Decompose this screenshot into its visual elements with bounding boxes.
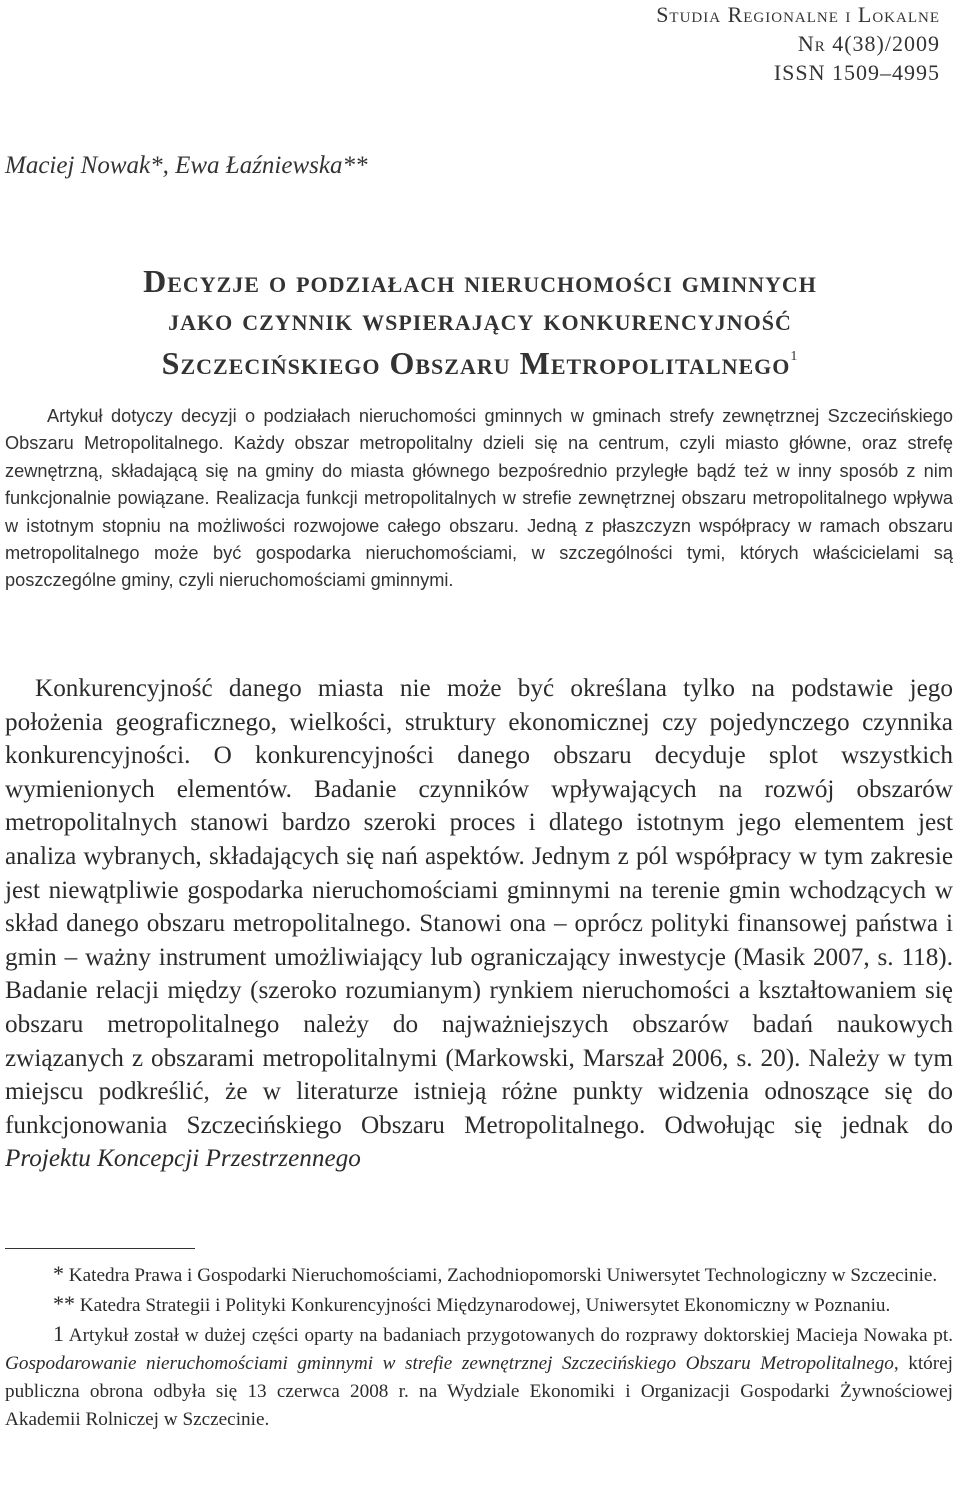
footnote-mark: 1 [53, 1321, 64, 1346]
footnote-affiliation-1 [5, 1260, 953, 1290]
title-footnote-ref: 1 [790, 349, 799, 364]
article-abstract: Artykuł dotyczy decyzji o podziałach nieruchomości gminnych w gminach strefy zewnętrznej Szczecińskiego Obszaru Metropolitalnego. Każdy obszar metropolitalny dzieli się na centrum, czyli miasto główne, oraz strefę zewnętrzną, składającą się na gminy do miasta głównego bezpośrednio przyległe bądź też w inny sposób z nim funkcjonalnie powiązane. Realizacja funkcji metropolitalnych w strefie zewnętrznej obszaru metropolitalnego wpływa w istotnym stopniu na możliwości rozwojowe całego obszaru. Jedną z płaszczyzn współpracy w ramach obszaru metropolitalnego może być gospodarka nieruchomościami, w szczególności tymi, których właścicielami są poszczególne gminy, czyli nieruchomościami gminnymi. [5, 406, 953, 591]
footnote-affiliation-2 [5, 1290, 953, 1320]
footnote-text: Katedra Prawa i Gospodarki Nieruchomościami, Zachodniopomorski Uniwersytet Technologiczny w Szczecinie. [68, 1265, 938, 1286]
body-paragraph [5, 672, 953, 1176]
footnote-text: Artykuł został w dużej części oparty na badaniach przygotowanych do rozprawy doktorskiej Macieja Nowaka pt. [68, 1325, 953, 1346]
footnote-italic-title: Gospodarowanie nieruchomościami gminnymi w strefie zewnętrznej Szczecińskiego Obszaru Metropolitalnego [5, 1353, 894, 1374]
footnote-text: Katedra Strategii i Polityki Konkurencyjności Międzynarodowej, Uniwersytet Ekonomiczny w Poznaniu. [79, 1295, 891, 1316]
title-line-3-text: Szczecińskiego Obszaru Metropolitalnego [161, 345, 791, 381]
footnote-text-tail: , której publiczna obrona odbyła się 13 czerwca 2008 r. na Wydziale Ekonomiki i Organizacji Gospodarki Żywnościowej Akademii Rolniczej w Szczecinie. [5, 1353, 953, 1430]
journal-masthead [656, 0, 940, 87]
footnote-1 [5, 1320, 953, 1434]
footnotes [5, 1260, 953, 1434]
article-authors: Maciej Nowak*, Ewa Łaźniewska** [5, 152, 368, 179]
title-line-1: Decyzje o podziałach nieruchomości gminnych [143, 263, 817, 299]
title-line-3 [0, 338, 960, 382]
title-line-2: jako czynnik wspierający konkurencyjność [168, 301, 792, 337]
footnote-mark: ** [53, 1291, 75, 1316]
footnote-divider [5, 1248, 195, 1249]
article-title [0, 262, 960, 382]
body-paragraph-text: Konkurencyjność danego miasta nie może być określana tylko na podstawie jego położenia geograficznego, wielkości, struktury ekonomicznej czy pojedynczego czynnika konkurencyjności. O konkurencyjności danego obszaru decyduje splot wszystkich wymienionych elementów. Badanie czynników wpływających na rozwój obszarów metropolitalnych stanowi bardzo szeroki proces i dlatego istotnym jego elementem jest analiza wybranych, składających się nań aspektów. Jednym z pól współpracy w tym zakresie jest niewątpliwie gospodarka nieruchomościami gminnymi na terenie gmin wchodzących w skład danego obszaru metropolitalnego. Stanowi ona – oprócz polityki finansowej państwa i gmin – ważny instrument umożliwiający lub ograniczający inwestycje (Masik 2007, s. 118). Badanie relacji między (szeroko rozumianym) rynkiem nieruchomości a kształtowaniem się obszaru metropolitalnego należy do najważniejszych obszarów badań naukowych związanych z obszarami metropolitalnymi (Markowski, Marszał 2006, s. 20). Należy w tym miejscu podkreślić, że w literaturze istnieją różne punkty widzenia odnoszące się do funkcjonowania Szczecińskiego Obszaru Metropolitalnego. Odwołując się jednak do [5, 675, 953, 1139]
body-italic-title: Projektu Koncepcji Przestrzennego [5, 1145, 361, 1173]
journal-name: Studia Regionalne i Lokalne [656, 2, 940, 27]
footnote-mark: * [53, 1261, 64, 1286]
journal-issn: ISSN 1509–4995 [773, 60, 940, 85]
journal-issue: Nr 4(38)/2009 [797, 31, 940, 56]
